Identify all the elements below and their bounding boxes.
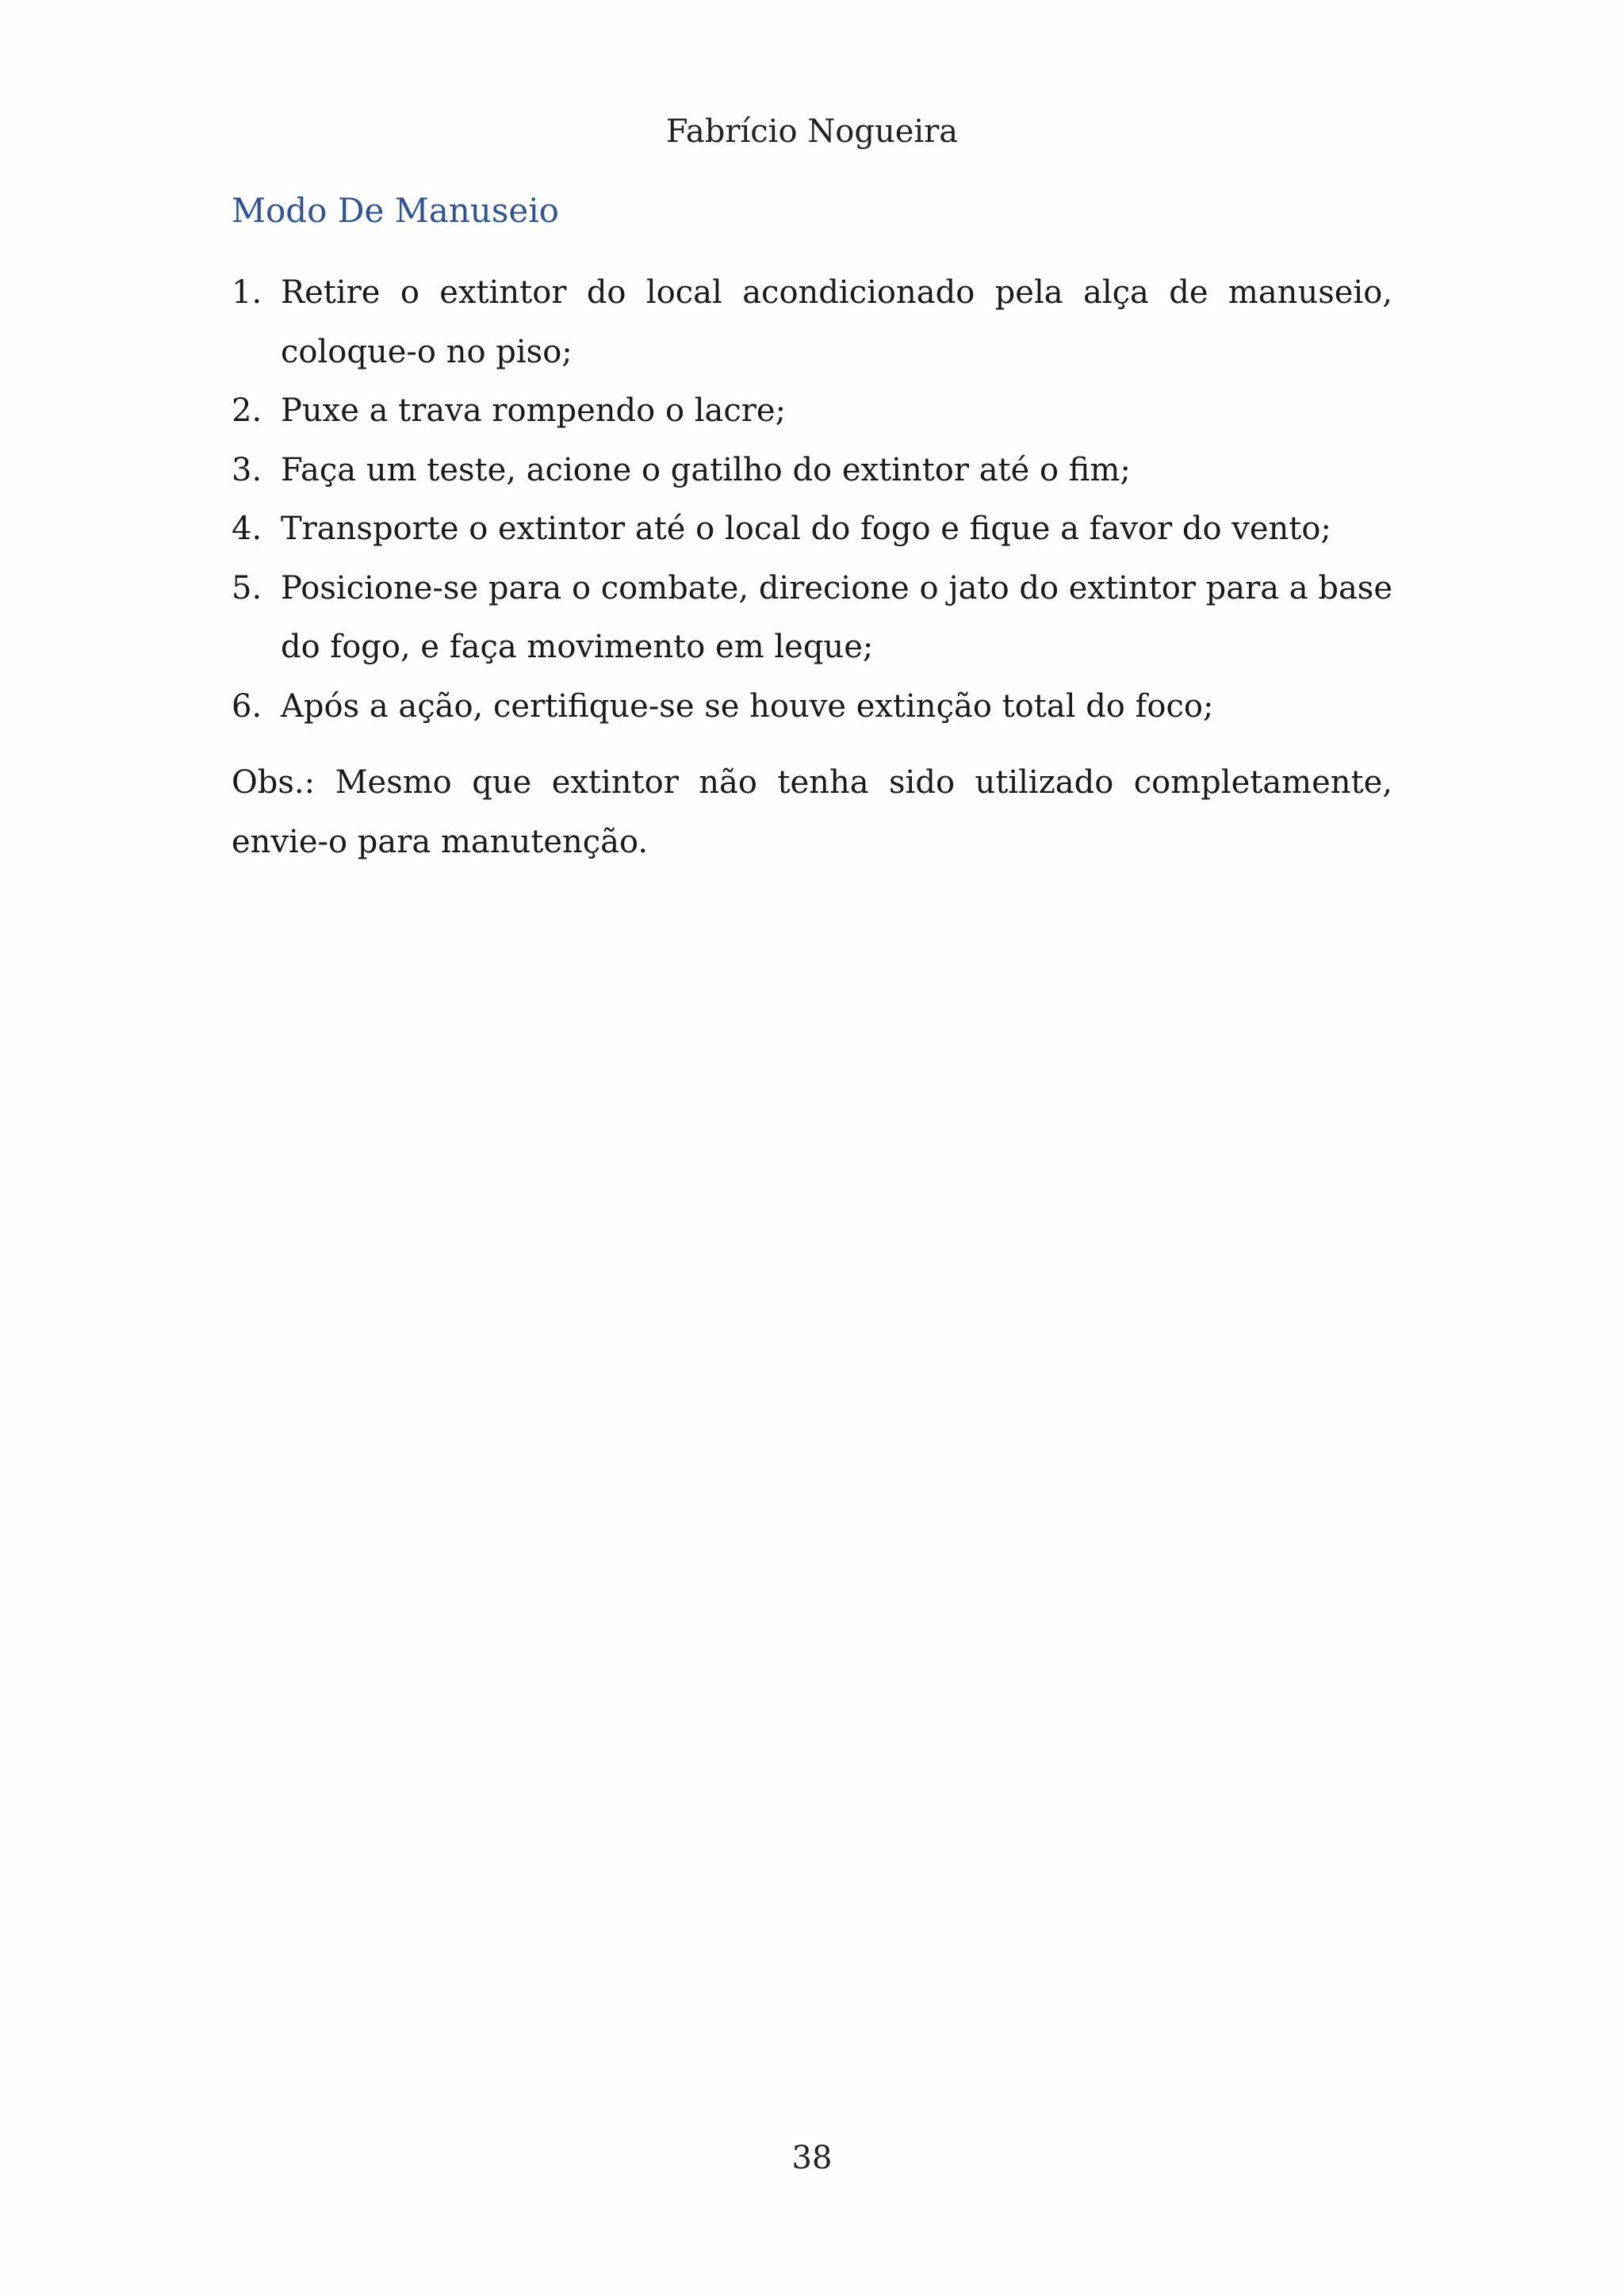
list-item-text: Transporte o extintor até o local do fogo e fique a favor do vento; [281,511,1331,547]
list-item [232,263,1392,381]
list-item [232,381,1392,441]
instruction-list [232,263,1392,736]
page-content [232,187,1392,871]
page-number: 38 [791,2140,833,2176]
running-header-author: Fabrício Nogueira [665,113,959,150]
list-item-number: 2. [232,392,262,429]
list-item [232,499,1392,559]
list-item-text: Faça um teste, acione o gatilho do extintor até o fim; [281,451,1131,488]
list-item [232,677,1392,737]
list-item-text: Puxe a trava rompendo o lacre; [281,392,787,429]
list-item [232,559,1392,677]
list-item-text: Posicione-se para o combate, direcione o jato do extintor para a base do fogo, e faça movimento em leque; [281,569,1392,665]
list-item-text: Retire o extintor do local acondicionado pela alça de manuseio, coloque-o no piso; [281,274,1392,370]
list-item-number: 4. [232,511,262,547]
list-item-number: 3. [232,451,262,488]
list-item-number: 6. [232,687,262,725]
list-item-text: Após a ação, certifique-se se houve extinção total do foco; [281,687,1214,725]
list-item [232,441,1392,500]
list-item-number: 5. [232,569,262,607]
list-item-number: 1. [232,274,262,311]
observation-note: Obs.: Mesmo que extintor não tenha sido utilizado completamente, envie-o para manutenção. [232,764,1392,860]
section-heading: Modo De Manuseio [232,191,559,230]
